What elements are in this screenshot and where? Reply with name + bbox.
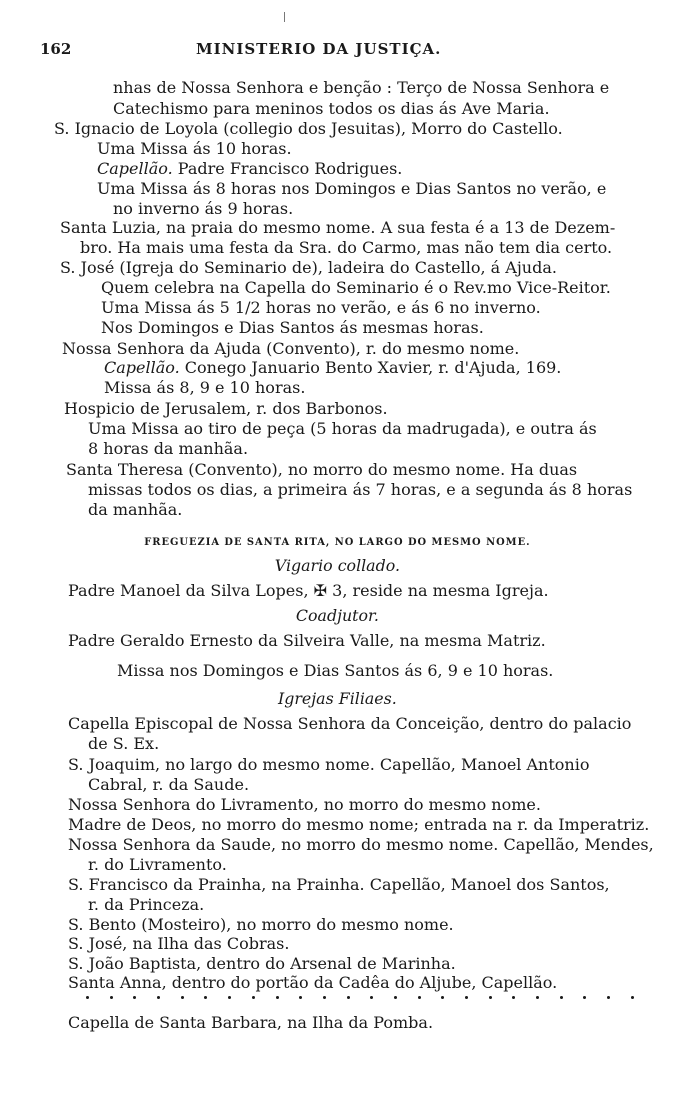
dot-leader [276,996,279,999]
dot-leader [157,996,160,999]
text-line: Uma Missa ao tiro de peça (5 horas da madrugada), e outra ás [88,419,597,438]
entry-line: Capella de Santa Barbara, na Ilha da Pomba. [68,1013,434,1032]
role-label: Capellão. [97,159,173,178]
text-line: missas todos os dias, a primeira ás 7 horas, e a segunda ás 8 horas [88,480,633,499]
dot-leader [347,996,350,999]
dot-leader [512,996,515,999]
text-line: da manhãa. [88,500,183,519]
entry-line: Santa Theresa (Convento), no morro do mesmo nome. Ha duas [66,460,578,479]
dot-leader [536,996,539,999]
dot-leader [560,996,563,999]
dot-leader [441,996,444,999]
entry-line: Nossa Senhora da Ajuda (Convento), r. do mesmo nome. [62,339,520,358]
section-heading: FREGUEZIA DE SANTA RITA, NO LARGO DO MESMO NOME. [144,537,531,548]
text-line: Uma Missa ás 10 horas. [97,139,292,158]
entry-line: S. João Baptista, dentro do Arsenal de Marinha. [68,954,456,973]
entry-line: S. Bento (Mosteiro), no morro do mesmo nome. [68,915,454,934]
text-line: Catechismo para meninos todos os dias ás Ave Maria. [113,99,550,118]
text-line: Uma Missa ás 5 1/2 horas no verão, e ás 6 no inverno. [101,298,541,317]
dot-leader [181,996,184,999]
text-line: Nos Domingos e Dias Santos ás mesmas horas. [101,318,484,337]
entry-line: Santa Luzia, na praia do mesmo nome. A sua festa é a 13 de Dezem- [60,218,616,237]
scan-mark [284,12,285,22]
entry-line: Madre de Deos, no morro do mesmo nome; entrada na r. da Imperatriz. [68,815,650,834]
text-line: no inverno ás 9 horas. [113,199,294,218]
entry-line: Padre Geraldo Ernesto da Silveira Valle, na mesma Matriz. [68,631,546,650]
page-number: 162 [40,40,72,58]
dot-leader [394,996,397,999]
dot-leader [418,996,421,999]
text-line: Missa nos Domingos e Dias Santos ás 6, 9 e 10 horas. [117,661,554,680]
dot-leader [252,996,255,999]
text-line: r. do Livramento. [88,855,227,874]
text-line: Cabral, r. da Saude. [88,775,250,794]
dot-leader [583,996,586,999]
text-line: nhas de Nossa Senhora e benção : Terço de Nossa Senhora e [113,78,610,97]
entry-line: S. Joaquim, no largo do mesmo nome. Capellão, Manoel Antonio [68,755,590,774]
text-line: r. da Princeza. [88,895,205,914]
ellipsis-row [86,996,634,999]
entry-line: Nossa Senhora do Livramento, no morro do mesmo nome. [68,795,541,814]
entry-line: Padre Manoel da Silva Lopes, ✠ 3, reside na mesma Igreja. [68,581,549,600]
dot-leader [323,996,326,999]
role-name: Conego Januario Bento Xavier, r. d'Ajuda, 169. [179,358,562,377]
entry-line: Hospicio de Jerusalem, r. dos Barbonos. [64,399,388,418]
subheading: Coadjutor. [295,606,379,625]
text-line: bro. Ha mais uma festa da Sra. do Carmo, mas não tem dia certo. [80,238,613,257]
dot-leader [133,996,136,999]
text-line: Quem celebra na Capella do Seminario é o Rev.mo Vice-Reitor. [101,278,611,297]
dot-leader [204,996,207,999]
text-line: 8 horas da manhãa. [88,439,249,458]
text-line [104,358,561,378]
text-line: Missa ás 8, 9 e 10 horas. [104,378,306,397]
dot-leader [299,996,302,999]
running-header: MINISTERIO DA JUSTIÇA. [196,40,442,58]
entry-line: Capella Episcopal de Nossa Senhora da Conceição, dentro do palacio [68,714,632,733]
entry-line: Santa Anna, dentro do portão da Cadêa do Aljube, Capellão. [68,973,558,992]
entry-line: S. José (Igreja do Seminario de), ladeira do Castello, á Ajuda. [60,258,557,277]
dot-leader [228,996,231,999]
entry-line: Nossa Senhora da Saude, no morro do mesmo nome. Capellão, Mendes, [68,835,654,854]
text-line: de S. Ex. [88,734,160,753]
entry-line: S. Francisco da Prainha, na Prainha. Capellão, Manoel dos Santos, [68,875,610,894]
role-label: Capellão. [104,358,180,377]
dot-leader [370,996,373,999]
dot-leader [86,996,89,999]
dot-leader [489,996,492,999]
subheading: Igrejas Filiaes. [277,689,397,708]
dot-leader [631,996,634,999]
text-line: Uma Missa ás 8 horas nos Domingos e Dias Santos no verão, e [97,179,607,198]
dot-leader [607,996,610,999]
text-line [97,159,402,179]
subheading: Vigario collado. [274,556,400,575]
entry-line: S. Ignacio de Loyola (collegio dos Jesuitas), Morro do Castello. [54,119,563,138]
dot-leader [110,996,113,999]
dot-leader [465,996,468,999]
role-name: Padre Francisco Rodrigues. [172,159,403,178]
entry-line: S. José, na Ilha das Cobras. [68,934,290,953]
